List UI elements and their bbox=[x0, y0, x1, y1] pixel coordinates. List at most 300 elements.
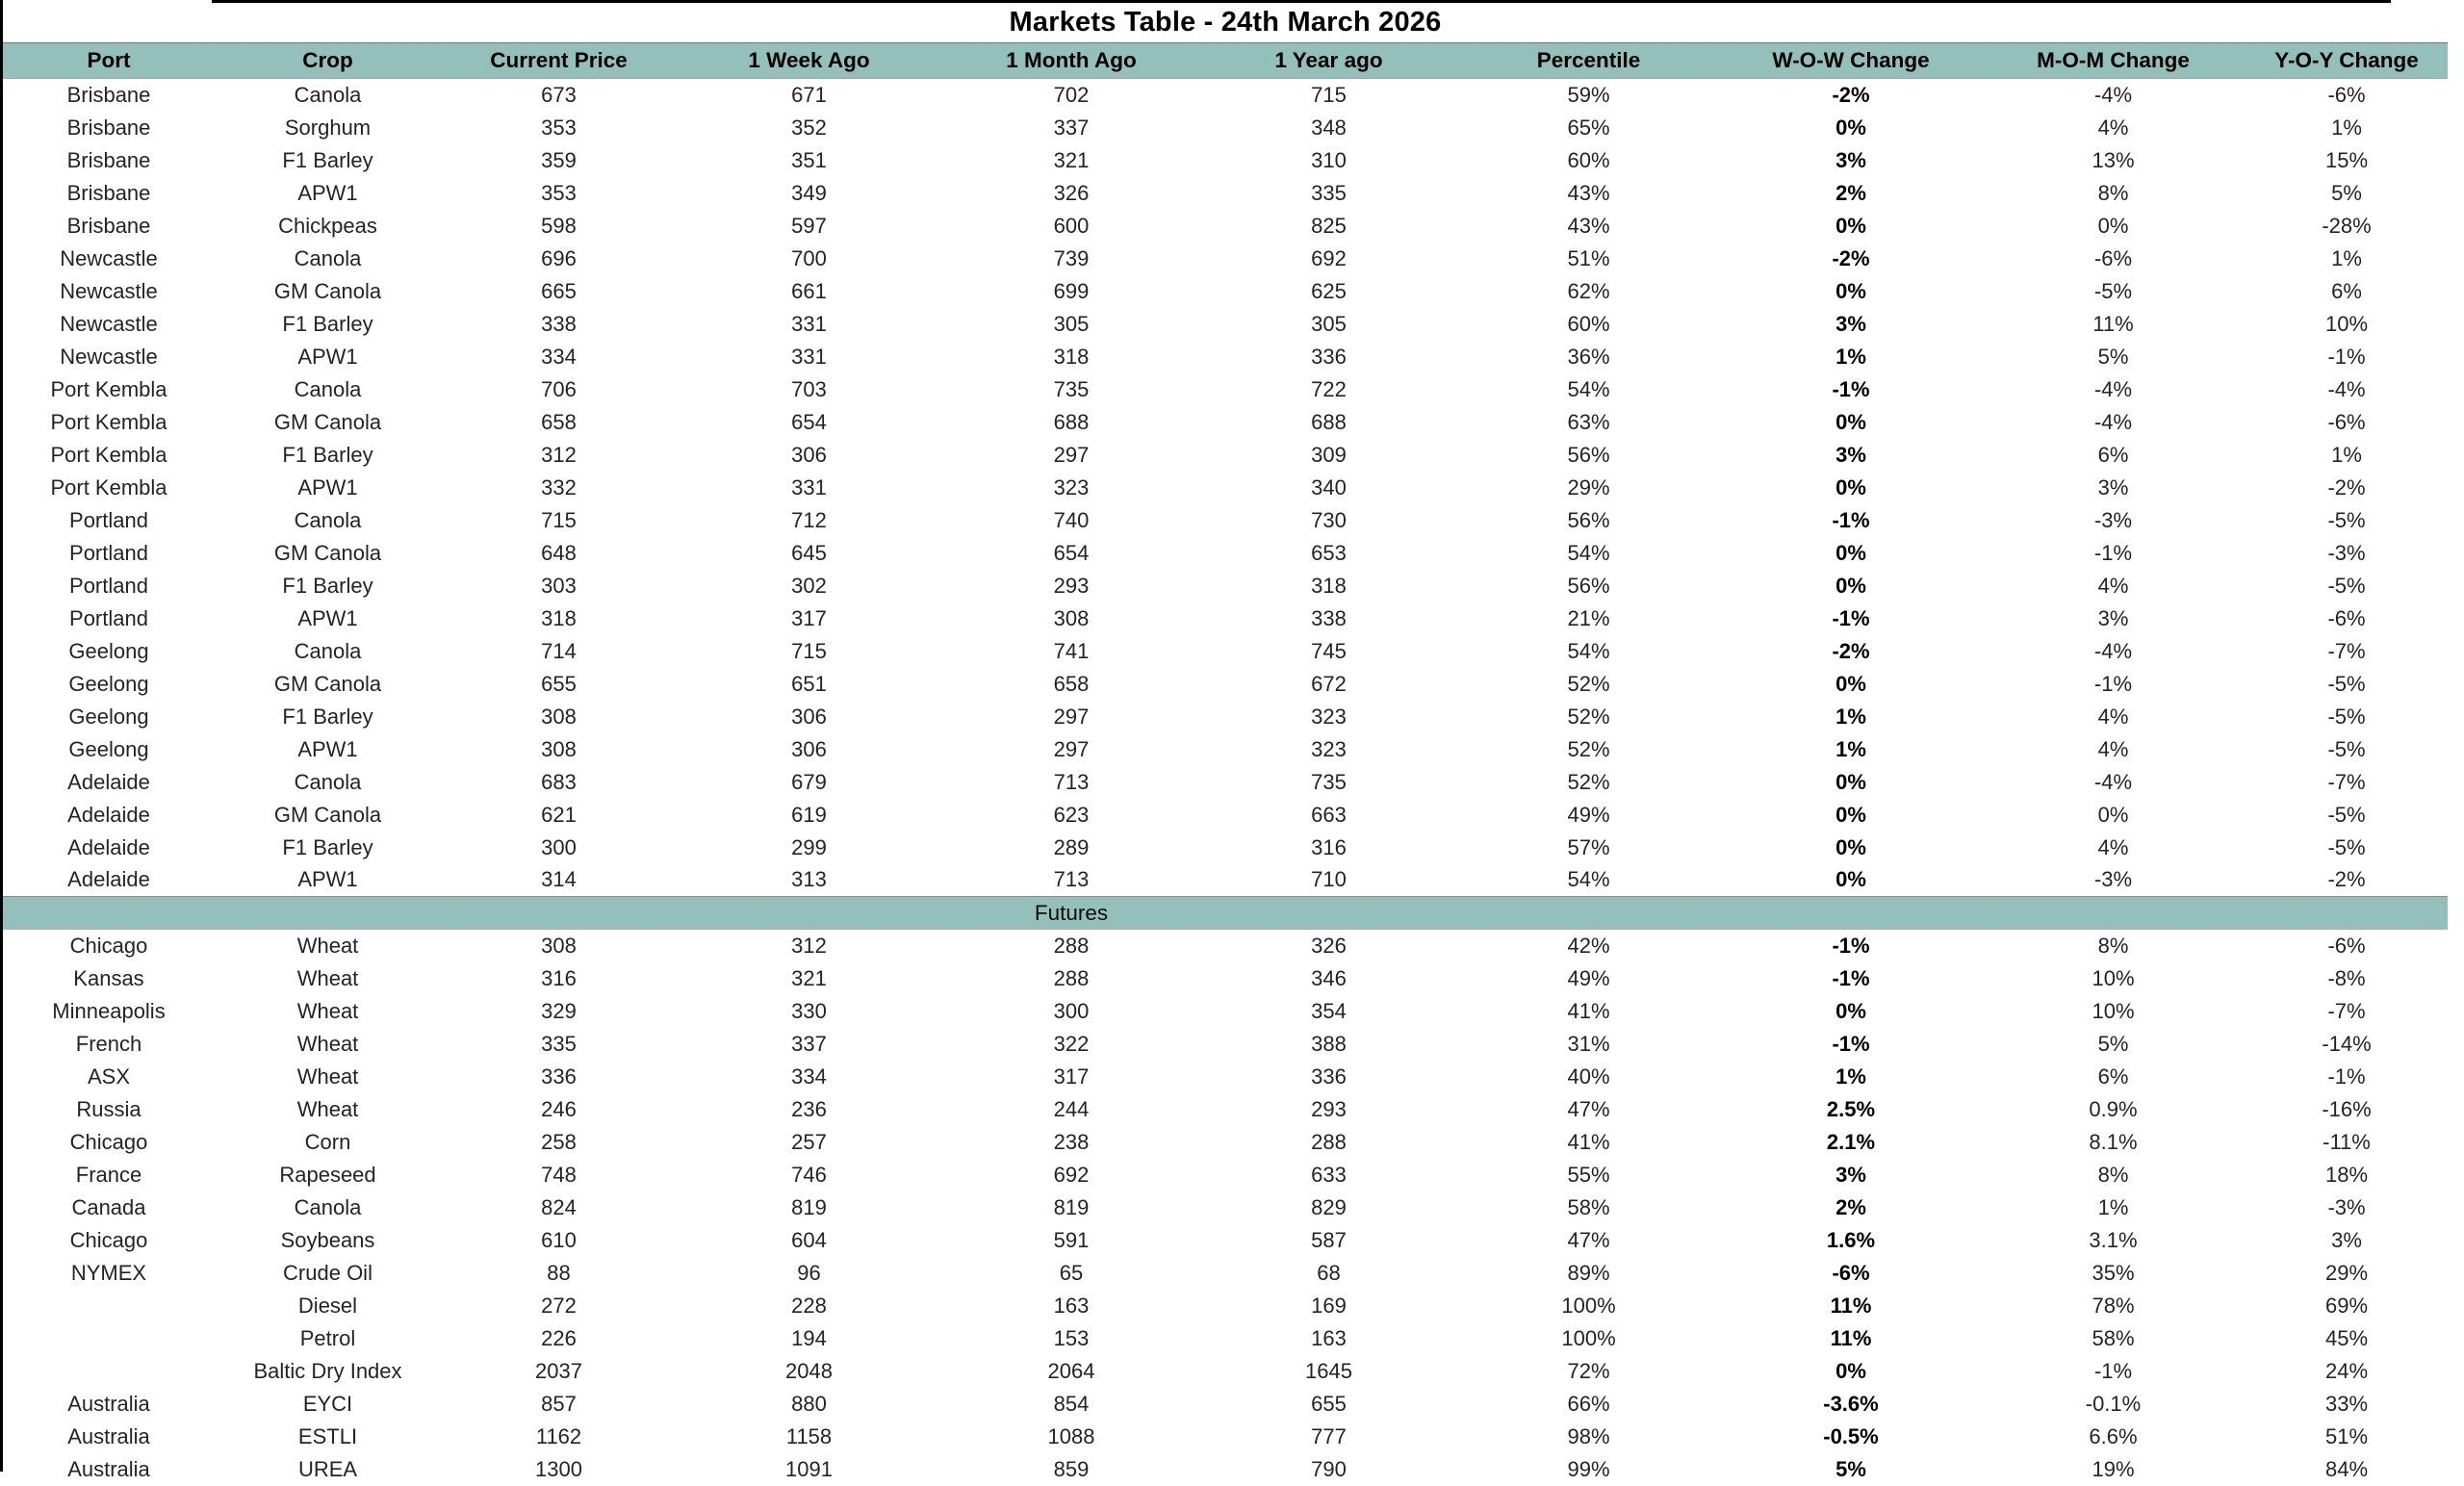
cell-percentile: 60% bbox=[1567, 147, 1610, 172]
cell-w-o-w-change: 3% bbox=[1835, 311, 1866, 336]
table-row bbox=[3, 1290, 2448, 1322]
cell-w-o-w-change: 0% bbox=[1835, 573, 1866, 598]
cell-crop: Wheat bbox=[296, 1096, 359, 1121]
cell-y-o-y-change: -1% bbox=[2327, 344, 2366, 369]
cell-port: Newcastle bbox=[60, 344, 158, 369]
table-row bbox=[3, 1453, 2448, 1486]
table-row bbox=[3, 1224, 2448, 1257]
cell-m-o-m-change: 4% bbox=[2097, 736, 2129, 761]
cell-port: Newcastle bbox=[60, 278, 158, 303]
cell-w-o-w-change: -3.6% bbox=[1823, 1391, 1879, 1416]
table-body bbox=[3, 79, 2448, 1486]
cell-1-week-ago: 819 bbox=[791, 1194, 827, 1219]
cell-crop: Diesel bbox=[297, 1293, 358, 1318]
cell-port: Minneapolis bbox=[52, 998, 166, 1023]
cell-w-o-w-change: 11% bbox=[1830, 1293, 1872, 1318]
cell-percentile: 54% bbox=[1567, 867, 1610, 892]
cell-port: Adelaide bbox=[67, 769, 150, 794]
cell-port: Portland bbox=[69, 507, 148, 532]
cell-1-week-ago: 331 bbox=[791, 474, 827, 500]
cell-port: Port Kembla bbox=[50, 474, 167, 500]
cell-crop: Canola bbox=[294, 376, 362, 401]
cell-current-price: 696 bbox=[541, 245, 577, 270]
table-row bbox=[3, 864, 2448, 897]
cell-1-year-ago: 323 bbox=[1311, 736, 1347, 761]
cell-1-week-ago: 661 bbox=[791, 278, 827, 303]
cell-w-o-w-change: 0% bbox=[1835, 278, 1866, 303]
cell-current-price: 621 bbox=[541, 802, 577, 827]
cell-1-year-ago: 310 bbox=[1311, 147, 1347, 172]
cell-1-year-ago: 688 bbox=[1311, 409, 1347, 434]
cell-port: French bbox=[75, 1031, 142, 1056]
cell-1-year-ago: 305 bbox=[1311, 311, 1347, 336]
cell-1-month-ago: 713 bbox=[1053, 867, 1090, 892]
cell-crop: Rapeseed bbox=[279, 1162, 376, 1187]
cell-crop: UREA bbox=[297, 1456, 358, 1481]
cell-1-year-ago: 745 bbox=[1311, 638, 1347, 663]
cell-1-month-ago: 288 bbox=[1053, 965, 1090, 990]
cell-y-o-y-change: -7% bbox=[2327, 638, 2366, 663]
cell-1-year-ago: 335 bbox=[1311, 180, 1347, 205]
cell-1-week-ago: 337 bbox=[791, 1031, 827, 1056]
cell-m-o-m-change: 0% bbox=[2097, 802, 2129, 827]
cell-current-price: 300 bbox=[541, 834, 577, 859]
table-row bbox=[3, 373, 2448, 406]
cell-w-o-w-change: 3% bbox=[1835, 442, 1866, 467]
cell-w-o-w-change: 0% bbox=[1835, 671, 1866, 696]
cell-y-o-y-change: 84% bbox=[2324, 1456, 2369, 1481]
cell-port: NYMEX bbox=[70, 1260, 147, 1285]
table-row bbox=[3, 733, 2448, 766]
table-row bbox=[3, 144, 2448, 177]
cell-port: Australia bbox=[67, 1391, 150, 1416]
cell-1-week-ago: 712 bbox=[791, 507, 827, 532]
cell-y-o-y-change: 3% bbox=[2331, 1227, 2362, 1252]
cell-1-week-ago: 1091 bbox=[785, 1456, 833, 1481]
cell-w-o-w-change: 0% bbox=[1835, 115, 1866, 140]
cell-m-o-m-change: 6% bbox=[2097, 1063, 2129, 1089]
cell-percentile: 56% bbox=[1567, 507, 1610, 532]
section-band-cell bbox=[215, 897, 441, 930]
cell-w-o-w-change: 2.1% bbox=[1826, 1129, 1876, 1154]
cell-1-year-ago: 663 bbox=[1311, 802, 1347, 827]
cell-percentile: 60% bbox=[1567, 311, 1610, 336]
cell-percentile: 52% bbox=[1567, 704, 1610, 729]
cell-current-price: 359 bbox=[541, 147, 577, 172]
cell-m-o-m-change: 0.9% bbox=[2089, 1096, 2138, 1121]
markets-table-sheet bbox=[3, 0, 2448, 1486]
cell-1-year-ago: 323 bbox=[1311, 704, 1347, 729]
cell-m-o-m-change: 3.1% bbox=[2089, 1227, 2138, 1252]
cell-w-o-w-change: 0% bbox=[1835, 409, 1866, 434]
table-row bbox=[3, 1257, 2448, 1290]
cell-w-o-w-change: 2% bbox=[1835, 1194, 1866, 1219]
cell-y-o-y-change: -16% bbox=[2322, 1096, 2372, 1121]
column-header-1-month-ago: 1 Month Ago bbox=[1006, 48, 1137, 72]
cell-1-month-ago: 699 bbox=[1053, 278, 1090, 303]
cell-1-week-ago: 313 bbox=[791, 867, 827, 892]
section-band-cell bbox=[2246, 897, 2448, 930]
column-header-current-price: Current Price bbox=[490, 48, 628, 72]
cell-current-price: 329 bbox=[541, 998, 577, 1023]
cell-m-o-m-change: 8% bbox=[2097, 933, 2129, 958]
cell-m-o-m-change: 10% bbox=[2092, 965, 2135, 990]
table-row bbox=[3, 406, 2448, 439]
cell-w-o-w-change: 0% bbox=[1835, 474, 1866, 500]
cell-percentile: 43% bbox=[1567, 213, 1610, 238]
cell-1-week-ago: 299 bbox=[791, 834, 827, 859]
cell-1-year-ago: 710 bbox=[1311, 867, 1347, 892]
column-header-1-week-ago: 1 Week Ago bbox=[748, 48, 870, 72]
cell-1-week-ago: 257 bbox=[791, 1129, 827, 1154]
section-band-futures bbox=[3, 897, 2448, 930]
cell-1-year-ago: 68 bbox=[1317, 1260, 1341, 1285]
cell-w-o-w-change: 1% bbox=[1835, 704, 1866, 729]
cell-w-o-w-change: 0% bbox=[1835, 998, 1866, 1023]
cell-y-o-y-change: 1% bbox=[2331, 442, 2362, 467]
cell-port: Brisbane bbox=[66, 213, 151, 238]
cell-1-week-ago: 236 bbox=[791, 1096, 827, 1121]
cell-w-o-w-change: 1% bbox=[1835, 1063, 1866, 1089]
table-row bbox=[3, 308, 2448, 341]
cell-current-price: 308 bbox=[541, 933, 577, 958]
table-row bbox=[3, 1126, 2448, 1159]
cell-m-o-m-change: 4% bbox=[2097, 115, 2129, 140]
cell-1-month-ago: 337 bbox=[1053, 115, 1090, 140]
cell-current-price: 318 bbox=[541, 605, 577, 630]
cell-1-month-ago: 300 bbox=[1053, 998, 1090, 1023]
table-row bbox=[3, 1388, 2448, 1421]
cell-y-o-y-change: 69% bbox=[2324, 1293, 2369, 1318]
cell-crop: Soybeans bbox=[280, 1227, 375, 1252]
cell-current-price: 610 bbox=[541, 1227, 577, 1252]
cell-crop: Canola bbox=[294, 769, 362, 794]
column-header-port: Port bbox=[87, 48, 131, 72]
cell-1-month-ago: 739 bbox=[1053, 245, 1090, 270]
cell-current-price: 673 bbox=[541, 82, 577, 107]
cell-1-year-ago: 288 bbox=[1311, 1129, 1347, 1154]
table-row bbox=[3, 570, 2448, 602]
cell-m-o-m-change: 13% bbox=[2092, 147, 2135, 172]
cell-port: Australia bbox=[67, 1456, 150, 1481]
header-row bbox=[3, 43, 2448, 79]
cell-percentile: 98% bbox=[1567, 1423, 1610, 1448]
cell-1-year-ago: 655 bbox=[1311, 1391, 1347, 1416]
cell-1-year-ago: 163 bbox=[1311, 1325, 1347, 1350]
cell-1-week-ago: 651 bbox=[791, 671, 827, 696]
cell-1-week-ago: 746 bbox=[791, 1162, 827, 1187]
cell-percentile: 41% bbox=[1567, 1129, 1610, 1154]
cell-current-price: 246 bbox=[541, 1096, 577, 1121]
cell-percentile: 65% bbox=[1567, 115, 1610, 140]
cell-percentile: 54% bbox=[1567, 376, 1610, 401]
table-row bbox=[3, 537, 2448, 570]
cell-1-week-ago: 1158 bbox=[785, 1423, 833, 1448]
cell-percentile: 56% bbox=[1567, 442, 1610, 467]
cell-1-month-ago: 322 bbox=[1053, 1031, 1090, 1056]
cell-percentile: 56% bbox=[1567, 573, 1610, 598]
cell-1-week-ago: 306 bbox=[791, 736, 827, 761]
cell-w-o-w-change: 0% bbox=[1835, 1358, 1866, 1383]
table-row bbox=[3, 210, 2448, 243]
cell-m-o-m-change: -4% bbox=[2093, 638, 2133, 663]
cell-1-year-ago: 1645 bbox=[1305, 1358, 1352, 1383]
cell-crop: Chickpeas bbox=[278, 213, 377, 238]
cell-y-o-y-change: -6% bbox=[2327, 82, 2366, 107]
cell-crop: F1 Barley bbox=[282, 704, 373, 729]
cell-1-week-ago: 619 bbox=[791, 802, 827, 827]
cell-1-week-ago: 604 bbox=[791, 1227, 827, 1252]
cell-percentile: 72% bbox=[1567, 1358, 1610, 1383]
table-row bbox=[3, 1093, 2448, 1126]
cell-y-o-y-change: -7% bbox=[2327, 769, 2366, 794]
cell-y-o-y-change: -3% bbox=[2327, 540, 2366, 565]
cell-1-month-ago: 1088 bbox=[1047, 1423, 1095, 1448]
cell-crop: APW1 bbox=[297, 605, 358, 630]
cell-w-o-w-change: -2% bbox=[1832, 245, 1870, 270]
cell-current-price: 665 bbox=[541, 278, 577, 303]
cell-m-o-m-change: -4% bbox=[2093, 409, 2133, 434]
cell-y-o-y-change: 5% bbox=[2331, 180, 2362, 205]
cell-current-price: 312 bbox=[541, 442, 577, 467]
cell-m-o-m-change: 4% bbox=[2097, 834, 2129, 859]
cell-1-year-ago: 735 bbox=[1311, 769, 1347, 794]
column-header-m-o-m-change: M-O-M Change bbox=[2037, 48, 2190, 72]
cell-1-year-ago: 722 bbox=[1311, 376, 1347, 401]
cell-1-year-ago: 169 bbox=[1311, 1293, 1347, 1318]
cell-current-price: 335 bbox=[541, 1031, 577, 1056]
cell-percentile: 100% bbox=[1561, 1325, 1616, 1350]
cell-current-price: 316 bbox=[541, 965, 577, 990]
page-title: Markets Table - 24th March 2026 bbox=[1009, 7, 1442, 38]
cell-w-o-w-change: -6% bbox=[1832, 1260, 1870, 1285]
cell-1-month-ago: 741 bbox=[1053, 638, 1090, 663]
cell-y-o-y-change: -5% bbox=[2327, 834, 2366, 859]
cell-w-o-w-change: 3% bbox=[1835, 1162, 1866, 1187]
cell-current-price: 272 bbox=[541, 1293, 577, 1318]
cell-m-o-m-change: -4% bbox=[2093, 82, 2133, 107]
cell-current-price: 353 bbox=[541, 115, 577, 140]
cell-current-price: 598 bbox=[541, 213, 577, 238]
cell-1-month-ago: 859 bbox=[1053, 1456, 1090, 1481]
cell-1-month-ago: 244 bbox=[1053, 1096, 1090, 1121]
cell-crop: Baltic Dry Index bbox=[253, 1358, 402, 1383]
cell-crop: Wheat bbox=[296, 965, 359, 990]
cell-percentile: 41% bbox=[1567, 998, 1610, 1023]
cell-1-week-ago: 679 bbox=[791, 769, 827, 794]
cell-1-week-ago: 671 bbox=[791, 82, 827, 107]
cell-1-week-ago: 96 bbox=[797, 1260, 821, 1285]
table-row bbox=[3, 832, 2448, 864]
cell-crop: GM Canola bbox=[273, 278, 382, 303]
table-row bbox=[3, 701, 2448, 733]
cell-1-year-ago: 625 bbox=[1311, 278, 1347, 303]
cell-1-week-ago: 331 bbox=[791, 344, 827, 369]
cell-y-o-y-change: -6% bbox=[2327, 933, 2366, 958]
table-row bbox=[3, 275, 2448, 308]
cell-1-month-ago: 740 bbox=[1053, 507, 1090, 532]
table-row bbox=[3, 1421, 2448, 1453]
cell-1-month-ago: 289 bbox=[1053, 834, 1090, 859]
table-row bbox=[3, 602, 2448, 635]
cell-percentile: 40% bbox=[1567, 1063, 1610, 1089]
cell-w-o-w-change: 1% bbox=[1835, 344, 1866, 369]
cell-1-week-ago: 880 bbox=[791, 1391, 827, 1416]
cell-current-price: 824 bbox=[541, 1194, 577, 1219]
cell-crop: Crude Oil bbox=[283, 1260, 372, 1285]
cell-port: Geelong bbox=[68, 671, 149, 696]
cell-1-year-ago: 777 bbox=[1311, 1423, 1347, 1448]
cell-1-year-ago: 293 bbox=[1311, 1096, 1347, 1121]
cell-1-week-ago: 312 bbox=[791, 933, 827, 958]
cell-1-week-ago: 654 bbox=[791, 409, 827, 434]
cell-crop: Sorghum bbox=[284, 115, 372, 140]
cell-1-week-ago: 306 bbox=[791, 704, 827, 729]
table-row bbox=[3, 962, 2448, 995]
cell-1-week-ago: 331 bbox=[791, 311, 827, 336]
cell-crop: GM Canola bbox=[273, 802, 382, 827]
cell-percentile: 100% bbox=[1561, 1293, 1616, 1318]
cell-y-o-y-change: -5% bbox=[2327, 671, 2366, 696]
cell-1-week-ago: 302 bbox=[791, 573, 827, 598]
cell-y-o-y-change: -4% bbox=[2327, 376, 2366, 401]
cell-w-o-w-change: 0% bbox=[1835, 213, 1866, 238]
cell-1-month-ago: 326 bbox=[1053, 180, 1090, 205]
section-band-cell bbox=[441, 897, 677, 930]
cell-1-year-ago: 318 bbox=[1311, 573, 1347, 598]
cell-crop: GM Canola bbox=[273, 671, 382, 696]
cell-percentile: 63% bbox=[1567, 409, 1610, 434]
cell-m-o-m-change: 58% bbox=[2092, 1325, 2135, 1350]
cell-current-price: 308 bbox=[541, 736, 577, 761]
column-header-crop: Crop bbox=[302, 48, 353, 72]
cell-1-year-ago: 715 bbox=[1311, 82, 1347, 107]
cell-port: Brisbane bbox=[66, 147, 151, 172]
cell-crop: EYCI bbox=[302, 1391, 353, 1416]
cell-crop: Petrol bbox=[299, 1325, 356, 1350]
cell-current-price: 88 bbox=[547, 1260, 571, 1285]
table-row bbox=[3, 1028, 2448, 1061]
table-row bbox=[3, 79, 2448, 112]
cell-1-month-ago: 688 bbox=[1053, 409, 1090, 434]
cell-crop: F1 Barley bbox=[282, 311, 373, 336]
cell-crop: GM Canola bbox=[273, 540, 382, 565]
cell-m-o-m-change: 3% bbox=[2097, 474, 2129, 500]
cell-1-week-ago: 306 bbox=[791, 442, 827, 467]
cell-y-o-y-change: -7% bbox=[2327, 998, 2366, 1023]
cell-1-week-ago: 334 bbox=[791, 1063, 827, 1089]
cell-1-week-ago: 597 bbox=[791, 213, 827, 238]
cell-m-o-m-change: 4% bbox=[2097, 704, 2129, 729]
cell-current-price: 714 bbox=[541, 638, 577, 663]
title-bar bbox=[3, 0, 2448, 42]
cell-m-o-m-change: -3% bbox=[2093, 867, 2133, 892]
cell-1-month-ago: 713 bbox=[1053, 769, 1090, 794]
cell-port: Chicago bbox=[69, 1129, 148, 1154]
cell-y-o-y-change: -5% bbox=[2327, 573, 2366, 598]
cell-m-o-m-change: 5% bbox=[2097, 1031, 2129, 1056]
cell-1-month-ago: 297 bbox=[1053, 442, 1090, 467]
cell-w-o-w-change: 1% bbox=[1835, 736, 1866, 761]
table-row bbox=[3, 504, 2448, 537]
cell-1-month-ago: 297 bbox=[1053, 736, 1090, 761]
cell-1-week-ago: 321 bbox=[791, 965, 827, 990]
cell-m-o-m-change: 1% bbox=[2097, 1194, 2129, 1219]
cell-port: Geelong bbox=[68, 638, 149, 663]
section-band-cell bbox=[1981, 897, 2246, 930]
cell-m-o-m-change: 10% bbox=[2092, 998, 2135, 1023]
cell-1-week-ago: 349 bbox=[791, 180, 827, 205]
cell-port: Canada bbox=[71, 1194, 146, 1219]
cell-1-month-ago: 819 bbox=[1053, 1194, 1090, 1219]
cell-m-o-m-change: 8% bbox=[2097, 180, 2129, 205]
cell-port: Russia bbox=[76, 1096, 141, 1121]
cell-w-o-w-change: 2% bbox=[1835, 180, 1866, 205]
cell-percentile: 52% bbox=[1567, 736, 1610, 761]
cell-y-o-y-change: -28% bbox=[2322, 213, 2372, 238]
cell-port: Newcastle bbox=[60, 245, 158, 270]
cell-1-week-ago: 352 bbox=[791, 115, 827, 140]
cell-w-o-w-change: 0% bbox=[1835, 540, 1866, 565]
cell-crop: F1 Barley bbox=[282, 573, 373, 598]
cell-percentile: 89% bbox=[1567, 1260, 1610, 1285]
cell-percentile: 58% bbox=[1567, 1194, 1610, 1219]
cell-1-week-ago: 228 bbox=[791, 1293, 827, 1318]
cell-1-month-ago: 65 bbox=[1059, 1260, 1084, 1285]
cell-1-month-ago: 238 bbox=[1053, 1129, 1090, 1154]
cell-y-o-y-change: 45% bbox=[2324, 1325, 2369, 1350]
cell-current-price: 748 bbox=[541, 1162, 577, 1187]
cell-current-price: 308 bbox=[541, 704, 577, 729]
cell-current-price: 353 bbox=[541, 180, 577, 205]
table-row bbox=[3, 1159, 2448, 1191]
cell-crop: Corn bbox=[304, 1129, 351, 1154]
cell-percentile: 49% bbox=[1567, 965, 1610, 990]
cell-percentile: 47% bbox=[1567, 1227, 1610, 1252]
cell-percentile: 29% bbox=[1567, 474, 1610, 500]
cell-m-o-m-change: 6.6% bbox=[2089, 1423, 2138, 1448]
cell-crop: Wheat bbox=[296, 1031, 359, 1056]
cell-crop: F1 Barley bbox=[282, 442, 373, 467]
cell-w-o-w-change: -1% bbox=[1832, 1031, 1870, 1056]
cell-w-o-w-change: -1% bbox=[1832, 605, 1870, 630]
cell-y-o-y-change: -6% bbox=[2327, 605, 2366, 630]
cell-port: Australia bbox=[67, 1423, 150, 1448]
section-band-cell bbox=[1721, 897, 1981, 930]
cell-w-o-w-change: 11% bbox=[1830, 1325, 1872, 1350]
cell-crop: APW1 bbox=[297, 180, 358, 205]
cell-percentile: 99% bbox=[1567, 1456, 1610, 1481]
cell-crop: Wheat bbox=[296, 933, 359, 958]
cell-1-year-ago: 653 bbox=[1311, 540, 1347, 565]
cell-port: Brisbane bbox=[66, 115, 151, 140]
section-band-cell bbox=[3, 897, 215, 930]
cell-w-o-w-change: 5% bbox=[1835, 1456, 1866, 1481]
cell-current-price: 336 bbox=[541, 1063, 577, 1089]
cell-current-price: 332 bbox=[541, 474, 577, 500]
cell-1-week-ago: 194 bbox=[791, 1325, 827, 1350]
cell-port: Chicago bbox=[69, 1227, 148, 1252]
section-band-label: Futures bbox=[1034, 900, 1109, 925]
cell-1-year-ago: 388 bbox=[1311, 1031, 1347, 1056]
cell-m-o-m-change: -1% bbox=[2093, 1358, 2133, 1383]
cell-port bbox=[3, 1290, 215, 1322]
cell-w-o-w-change: 0% bbox=[1835, 867, 1866, 892]
table-row bbox=[3, 930, 2448, 962]
cell-crop: Canola bbox=[294, 638, 362, 663]
cell-crop: Canola bbox=[294, 1194, 362, 1219]
cell-y-o-y-change: 1% bbox=[2331, 115, 2362, 140]
